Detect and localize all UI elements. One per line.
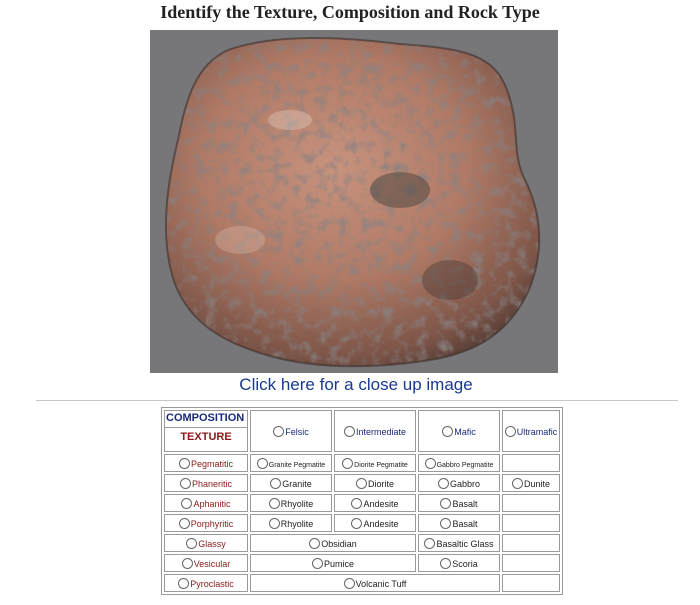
- rock-basaltic-glass[interactable]: Basaltic Glass: [418, 534, 500, 552]
- page-title: Identify the Texture, Composition and Rock Type: [160, 2, 540, 22]
- empty-cell: [502, 454, 560, 472]
- rock-andesite[interactable]: Andesite: [334, 494, 416, 512]
- empty-cell: [502, 574, 560, 592]
- rock-gabbro[interactable]: Gabbro: [418, 474, 500, 492]
- radio-button[interactable]: [424, 538, 435, 549]
- radio-button[interactable]: [257, 458, 268, 469]
- composition-mafic[interactable]: Mafic: [418, 410, 500, 452]
- radio-button[interactable]: [351, 498, 362, 509]
- radio-button[interactable]: [438, 478, 449, 489]
- radio-button[interactable]: [186, 538, 197, 549]
- table-row: [164, 534, 560, 552]
- radio-button[interactable]: [351, 518, 362, 529]
- rock-obsidian[interactable]: Obsidian: [250, 534, 416, 552]
- rock-rhyolite[interactable]: Rhyolite: [250, 494, 332, 512]
- table-row: [164, 474, 560, 492]
- composition-ultramafic[interactable]: Ultramafic: [502, 410, 560, 452]
- texture-header: TEXTURE: [180, 431, 232, 443]
- radio-button[interactable]: [269, 498, 280, 509]
- empty-cell: [502, 534, 560, 552]
- table-row: [164, 574, 560, 592]
- rock-specimen-image: [150, 30, 558, 373]
- table-row: [164, 494, 560, 512]
- rock-basalt-porphyry[interactable]: Basalt: [418, 514, 500, 532]
- rock-gabbro-pegmatite[interactable]: Gabbro Pegmatite: [418, 454, 500, 472]
- composition-header: COMPOSITION: [166, 412, 245, 424]
- closeup-image-link[interactable]: Click here for a close up image: [239, 375, 473, 394]
- radio-button[interactable]: [181, 498, 192, 509]
- rock-granite-pegmatite[interactable]: Granite Pegmatite: [250, 454, 332, 472]
- radio-button[interactable]: [269, 518, 280, 529]
- radio-button[interactable]: [440, 498, 451, 509]
- radio-button[interactable]: [312, 558, 323, 569]
- rock-rhyolite-porphyry[interactable]: Rhyolite: [250, 514, 332, 532]
- radio-button[interactable]: [440, 558, 451, 569]
- empty-cell: [502, 494, 560, 512]
- radio-button[interactable]: [440, 518, 451, 529]
- header-separator: [165, 427, 247, 428]
- composition-felsic[interactable]: Felsic: [250, 410, 332, 452]
- texture-pegmatitic[interactable]: Pegmatitic: [164, 454, 248, 472]
- table-row: [164, 454, 560, 472]
- texture-pyroclastic[interactable]: Pyroclastic: [164, 574, 248, 592]
- rock-diorite[interactable]: Diorite: [334, 474, 416, 492]
- radio-button[interactable]: [344, 426, 355, 437]
- texture-glassy[interactable]: Glassy: [164, 534, 248, 552]
- texture-aphanitic[interactable]: Aphanitic: [164, 494, 248, 512]
- rock-granite[interactable]: Granite: [250, 474, 332, 492]
- radio-button[interactable]: [182, 558, 193, 569]
- radio-button[interactable]: [505, 426, 516, 437]
- radio-button[interactable]: [344, 578, 355, 589]
- radio-button[interactable]: [178, 578, 189, 589]
- texture-porphyritic[interactable]: Porphyritic: [164, 514, 248, 532]
- empty-cell: [502, 554, 560, 572]
- rock-scoria[interactable]: Scoria: [418, 554, 500, 572]
- radio-button[interactable]: [270, 478, 281, 489]
- identification-table: [161, 407, 563, 595]
- radio-button[interactable]: [342, 458, 353, 469]
- radio-button[interactable]: [356, 478, 367, 489]
- rock-pumice[interactable]: Pumice: [250, 554, 416, 572]
- composition-intermediate[interactable]: Intermediate: [334, 410, 416, 452]
- texture-vesicular[interactable]: Vesicular: [164, 554, 248, 572]
- rock-dunite[interactable]: Dunite: [502, 474, 560, 492]
- rock-diorite-pegmatite[interactable]: Diorite Pegmatite: [334, 454, 416, 472]
- radio-button[interactable]: [309, 538, 320, 549]
- radio-button[interactable]: [180, 478, 191, 489]
- table-row: [164, 554, 560, 572]
- rock-volcanic-tuff[interactable]: Volcanic Tuff: [250, 574, 500, 592]
- header-corner-cell: [164, 410, 248, 452]
- radio-button[interactable]: [179, 458, 190, 469]
- radio-button[interactable]: [273, 426, 284, 437]
- radio-button[interactable]: [179, 518, 190, 529]
- radio-button[interactable]: [442, 426, 453, 437]
- table-row: [164, 514, 560, 532]
- empty-cell: [502, 514, 560, 532]
- rock-basalt[interactable]: Basalt: [418, 494, 500, 512]
- texture-phaneritic[interactable]: Phaneritic: [164, 474, 248, 492]
- divider: [36, 400, 678, 401]
- radio-button[interactable]: [512, 478, 523, 489]
- rock-andesite-porphyry[interactable]: Andesite: [334, 514, 416, 532]
- radio-button[interactable]: [425, 458, 436, 469]
